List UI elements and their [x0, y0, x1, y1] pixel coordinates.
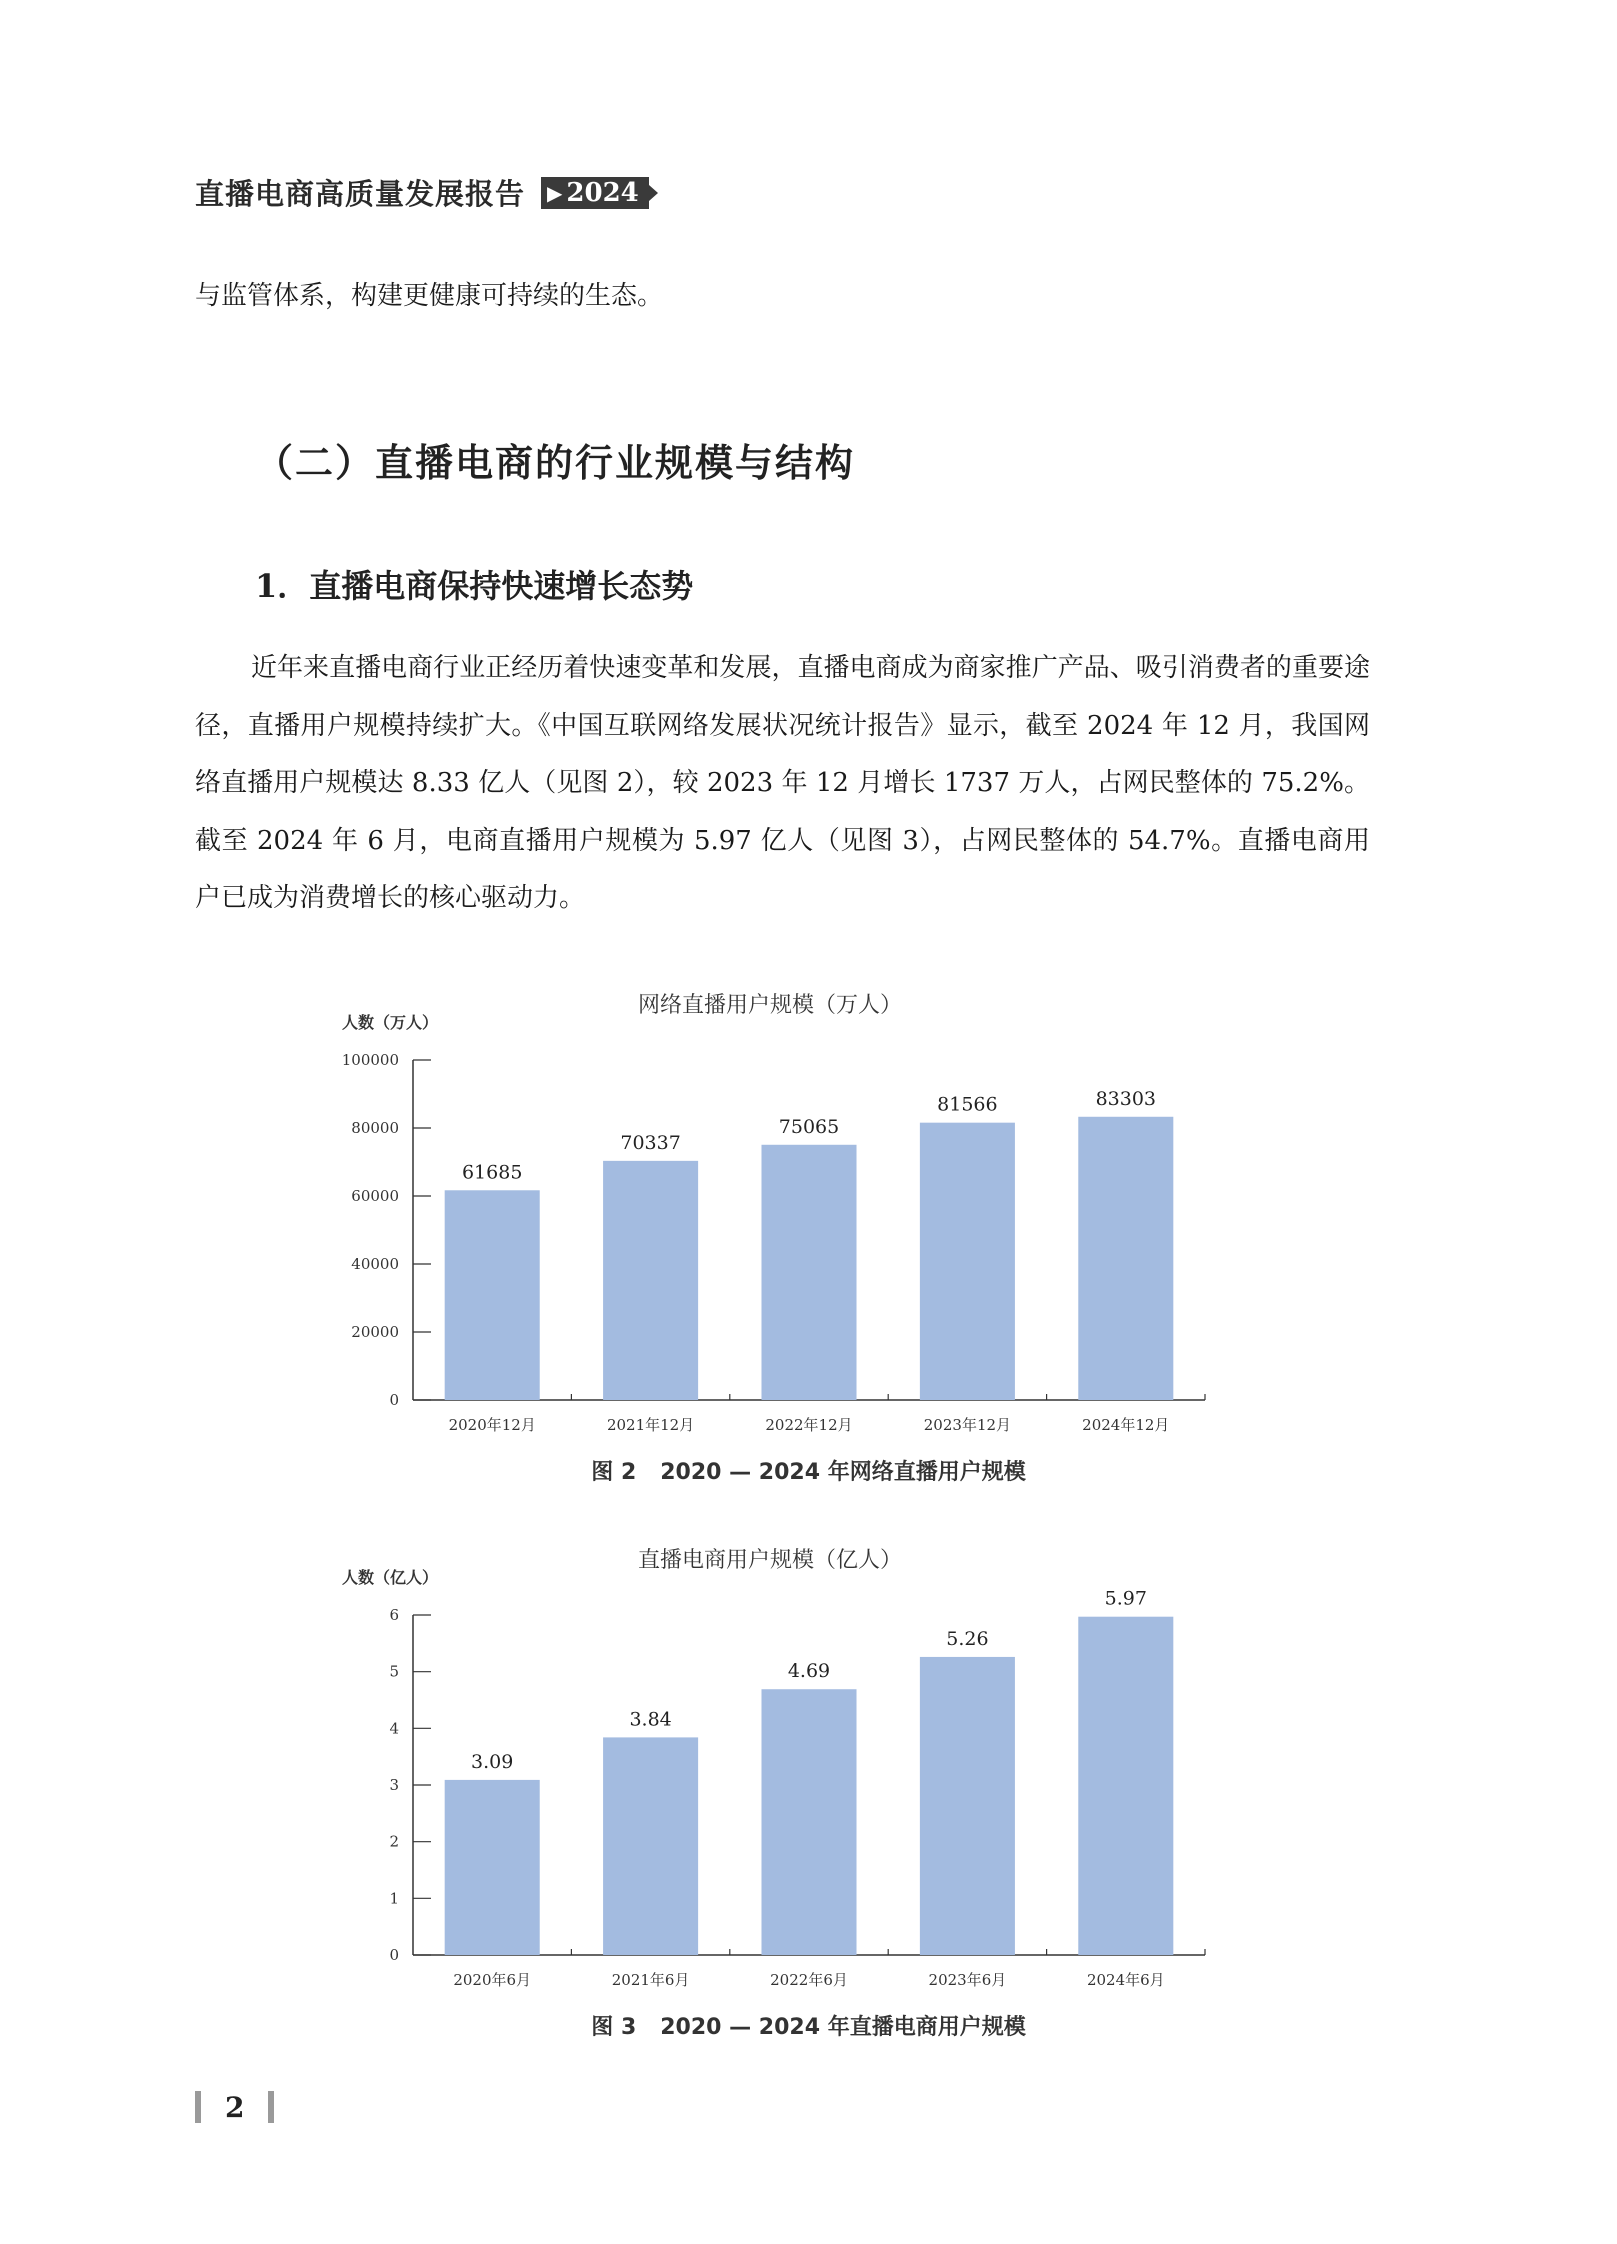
page-number: 2 [225, 2090, 245, 2124]
x-tick-label: 2020年6月 [453, 1971, 532, 1989]
bar-value-label: 5.26 [946, 1627, 989, 1650]
section-heading: （二）直播电商的行业规模与结构 [255, 441, 856, 485]
x-tick-label: 2022年12月 [765, 1416, 853, 1434]
bar-value-label: 61685 [461, 1161, 523, 1184]
x-tick-label: 2023年6月 [928, 1971, 1007, 1989]
bar [603, 1737, 698, 1955]
x-tick-label: 2020年12月 [448, 1416, 536, 1434]
play-icon: ▶ [547, 180, 563, 205]
figure-number: 图 2 [591, 1460, 637, 1485]
bar-value-label: 5.97 [1104, 1587, 1147, 1610]
paragraph-intro: 与监管体系，构建更健康可持续的生态。 [195, 281, 664, 311]
x-tick-label: 2021年6月 [611, 1971, 690, 1989]
bar-value-label: 83303 [1095, 1087, 1157, 1110]
x-tick-label: 2022年6月 [770, 1971, 848, 1989]
figure-number: 图 3 [591, 2015, 637, 2040]
bar-value-label: 81566 [937, 1093, 998, 1116]
bar-value-label: 3.09 [471, 1750, 514, 1773]
bar [445, 1190, 540, 1400]
year-badge [541, 177, 649, 209]
bar-value-label: 4.69 [787, 1660, 831, 1683]
figure-caption-text: 2020 — 2024 年网络直播用户规模 [660, 1460, 1026, 1485]
subsection-heading: 1．直播电商保持快速增长态势 [255, 567, 694, 605]
figure-caption [0, 1455, 1617, 1486]
y-tick-label: 60000 [351, 1187, 399, 1205]
y-tick-label: 2 [389, 1832, 399, 1851]
bar-chart-svg [290, 980, 1250, 1440]
bar [445, 1780, 540, 1955]
page-footer [195, 2090, 274, 2124]
y-axis-label: 人数（万人） [342, 1013, 439, 1032]
x-tick-label: 2024年6月 [1086, 1971, 1165, 1989]
bar [920, 1123, 1015, 1400]
y-tick-label: 3 [389, 1776, 399, 1794]
chart-title: 网络直播用户规模（万人） [637, 993, 902, 1018]
y-tick-label: 0 [389, 1391, 399, 1409]
bar [1078, 1617, 1173, 1955]
footer-rule-left [195, 2091, 201, 2123]
x-tick-label: 2021年12月 [606, 1416, 695, 1434]
y-axis-label: 人数（亿人） [342, 1568, 439, 1587]
bar-chart-svg [290, 1535, 1250, 1995]
y-tick-label: 5 [389, 1662, 399, 1681]
figure-caption-text: 2020 — 2024 年直播电商用户规模 [660, 2015, 1026, 2040]
y-tick-label: 80000 [351, 1119, 399, 1137]
bar-value-label: 70337 [620, 1131, 681, 1154]
bar [603, 1161, 698, 1400]
report-title: 直播电商高质量发展报告 [195, 177, 526, 211]
paragraph-body: 近年来直播电商行业正经历着快速变革和发展，直播电商成为商家推广产品、吸引消费者的重要途径，直播用户规模持续扩大。《中国互联网络发展状况统计报告》显示，截至 2024 年 12 月，我国网络直播用户规模达 8.33 亿人（见图 2），较 2023 年 12 月增长 1737 万人，占网民整体的 75.2%。截至 2024 年 6 月，电商直播用户规模为 5.97 亿人（见图 3），占网民整体的 54.7%。直播电商用户已成为消费增长的核心驱动力。 [195, 653, 1370, 913]
x-tick-label: 2023年12月 [923, 1416, 1012, 1434]
running-header [195, 172, 649, 213]
bar-value-label: 75065 [778, 1115, 840, 1138]
figure-caption [0, 2010, 1617, 2041]
y-tick-label: 1 [389, 1889, 399, 1908]
bar [761, 1145, 856, 1400]
year-badge-label: 2024 [566, 177, 639, 208]
y-tick-label: 0 [389, 1946, 399, 1964]
chart-live-users [290, 980, 1250, 1480]
footer-rule-right [268, 2091, 274, 2123]
x-tick-label: 2024年12月 [1082, 1416, 1170, 1434]
y-tick-label: 6 [389, 1606, 399, 1624]
bar [920, 1657, 1015, 1955]
bar [1078, 1117, 1173, 1400]
bar-value-label: 3.84 [629, 1708, 672, 1731]
y-tick-label: 4 [389, 1719, 399, 1738]
y-tick-label: 100000 [341, 1051, 399, 1069]
y-tick-label: 20000 [351, 1323, 399, 1341]
chart-ecommerce-users [290, 1535, 1250, 2035]
bar [761, 1689, 856, 1955]
y-tick-label: 40000 [351, 1255, 399, 1273]
chart-title: 直播电商用户规模（亿人） [637, 1548, 902, 1573]
